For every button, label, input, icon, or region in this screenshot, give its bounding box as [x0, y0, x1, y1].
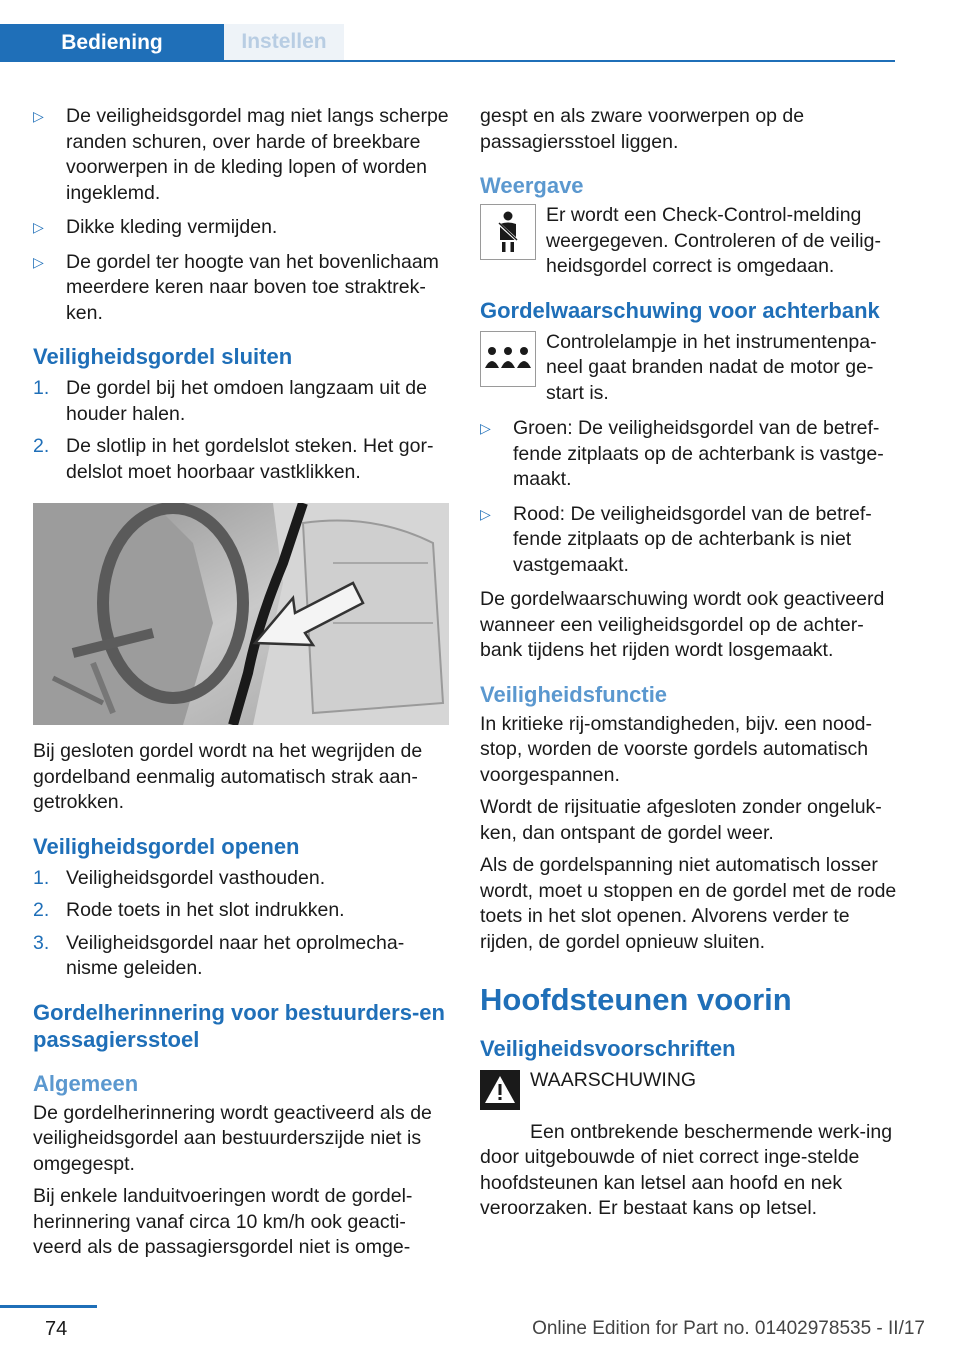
heading-sluiten: Veiligheidsgordel sluiten: [33, 344, 293, 369]
paragraph: Bij gesloten gordel wordt na het wegrijden de gordelband eenmalig automatisch strak aan‐getrokken.: [33, 740, 423, 813]
bullet-text: De veiligheidsgordel mag niet langs scherpe randen schuren, over harde of breekbare voorwerpen in de kleding lopen of worden ingeklemd.: [66, 105, 449, 204]
warning-label: WAARSCHUWING: [530, 1069, 697, 1091]
step-text: Rode toets in het slot indrukken.: [66, 899, 345, 921]
paragraph: gespt en als zware voorwerpen op de passagiersstoel liggen.: [480, 105, 805, 153]
triangle-bullet-icon: ▷: [33, 219, 44, 235]
rear-seat-occupants-icon: [480, 331, 536, 387]
paragraph: Als de gordelspanning niet automatisch losser wordt, moet u stoppen en de gordel met de rode toets in het slot openen. Alvorens verder te rijden, de gordel opnieuw sluiten.: [480, 854, 897, 953]
step-text: Veiligheidsgordel naar het oprolmecha‐nisme geleiden.: [66, 931, 405, 979]
step-item: [33, 866, 449, 892]
page-number: 74: [45, 1318, 68, 1340]
heading-achterbank: Gordelwaarschuwing voor achterbank: [480, 297, 880, 323]
seatbelt-warning-icon: [480, 204, 536, 260]
step-number: 2.: [33, 435, 50, 457]
step-item: [33, 898, 449, 924]
step-item: [33, 931, 449, 982]
step-number: 1.: [33, 866, 50, 889]
achterbank-text: Controlelampje in het instrumentenpa‐neel gaat branden nadat de motor ge‐start is.: [546, 330, 877, 404]
seatbelt-photo: [33, 503, 449, 725]
bullet-text: Groen: De veiligheidsgordel van de betref‐fende zitplaats op de achterbank is vastge‐maakt.: [513, 417, 884, 490]
paragraph: Bij enkele landuitvoeringen wordt de gordel‐herinnering vanaf circa 10 km/h ook geacti‐veerd als de passagiersgordel niet is omge‐: [33, 1185, 413, 1258]
subheading-weergave: Weergave: [480, 173, 584, 198]
bullet-text: De gordel ter hoogte van het bovenlichaam meerdere keren naar boven toe straktrek‐ken.: [66, 250, 439, 324]
bullet-text: Dikke kleding vermijden.: [66, 216, 278, 238]
triangle-bullet-icon: ▷: [480, 505, 491, 522]
list-item: [33, 104, 449, 206]
heading-openen: Veiligheidsgordel openen: [33, 833, 300, 859]
weergave-row: [480, 203, 897, 280]
paragraph: De gordelherinnering wordt geactiveerd als de veiligheidsgordel aan bestuurderszijde niet is omgegespt.: [33, 1101, 432, 1175]
list-item: [33, 215, 449, 241]
warning-text: Een ontbrekende beschermende werk‐ing door uitgebouwde of niet correct inge‐stelde hoofdsteunen kan letsel aan hoofd en nek veroorzaken. Er bestaat kans op letsel.: [480, 1120, 893, 1219]
chapter-title: Hoofdsteunen voorin: [480, 982, 792, 1017]
weergave-text: Er wordt een Check-Control-melding weergegeven. Controleren of de veilig‐heidsgordel correct is omgedaan.: [546, 204, 881, 277]
step-text: De gordel bij het omdoen langzaam uit de houder halen.: [66, 377, 427, 425]
triangle-bullet-icon: ▷: [33, 253, 44, 270]
footer-divider: [0, 1305, 97, 1308]
header-tabs: [0, 0, 895, 62]
list-item: [480, 502, 897, 579]
edition-label: Online Edition for Part no. 01402978535 - II/17: [532, 1318, 925, 1339]
subheading-veiligheidsfunctie: Veiligheidsfunctie: [480, 681, 668, 707]
step-number: 3.: [33, 931, 50, 954]
tab-instellen[interactable]: Instellen: [224, 24, 344, 60]
step-item: [33, 434, 449, 485]
heading-veiligheidsvoorschriften: Veiligheidsvoorschriften: [480, 1036, 736, 1061]
warning-block: [480, 1068, 897, 1118]
right-column: [480, 104, 897, 1222]
triangle-bullet-icon: ▷: [480, 420, 491, 436]
paragraph: De gordelwaarschuwing wordt ook geactiveerd wanneer een veiligheidsgordel op de achter‐bank tijdens het rijden wordt losgemaakt.: [480, 588, 885, 661]
left-column: [33, 104, 449, 1268]
step-item: [33, 376, 449, 427]
tab-bediening[interactable]: Bediening: [0, 24, 224, 62]
achterbank-row: [480, 330, 897, 407]
heading-herinnering: Gordelherinnering voor bestuurders‐en passagiersstoel: [33, 999, 445, 1052]
warning-text-block: [480, 1120, 897, 1222]
subheading-algemeen: Algemeen: [33, 1070, 139, 1096]
header-divider: [0, 60, 895, 62]
step-number: 1.: [33, 377, 50, 399]
step-text: Veiligheidsgordel vasthouden.: [66, 866, 326, 889]
triangle-bullet-icon: ▷: [33, 108, 44, 124]
paragraph: Wordt de rijsituatie afgesloten zonder ongeluk‐ken, dan ontspant de gordel weer.: [480, 796, 882, 844]
warning-content: [530, 1068, 897, 1118]
seatbelt-photo-illustration: [33, 503, 449, 725]
bullet-text: Rood: De veiligheidsgordel van de betref‐fende zitplaats op de achterbank is niet vastgemaakt.: [513, 502, 872, 576]
list-item: [480, 416, 897, 493]
step-text: De slotlip in het gordelslot steken. Het gor‐delslot moet hoorbaar vastklikken.: [66, 435, 434, 483]
warning-triangle-icon: [480, 1070, 520, 1118]
paragraph: In kritieke rij-omstandigheden, bijv. een nood‐stop, worden de voorste gordels automatisch voorgespannen.: [480, 712, 873, 786]
step-number: 2.: [33, 899, 50, 921]
list-item: [33, 250, 449, 327]
